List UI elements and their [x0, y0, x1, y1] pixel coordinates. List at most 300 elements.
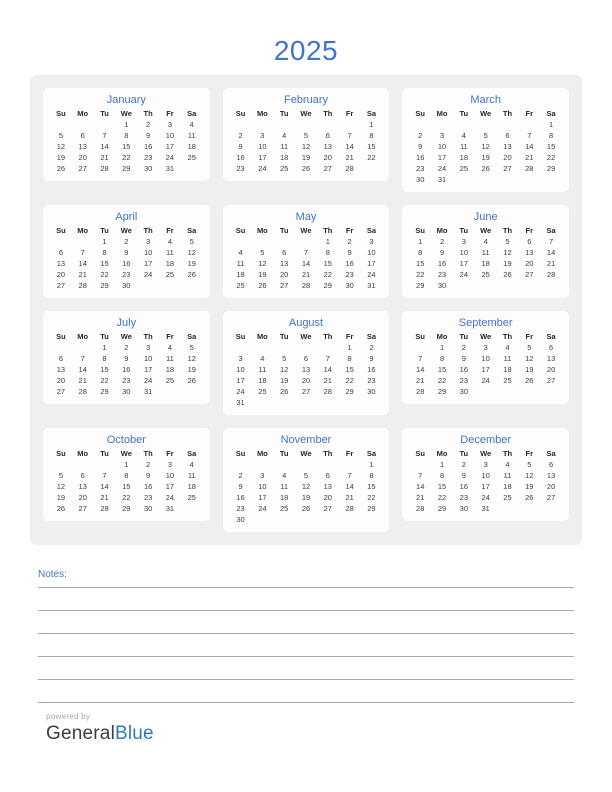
date-cell: 25 — [280, 504, 289, 513]
empty-date-cell — [540, 174, 562, 185]
date-cell: 3 — [260, 131, 265, 140]
date-cell: 16 — [367, 365, 376, 374]
date-cell: 7 — [80, 354, 85, 363]
month-day-grid — [50, 225, 203, 291]
month-name: July — [116, 317, 137, 329]
date-cell: 20 — [546, 482, 556, 491]
date-cell: 12 — [503, 248, 512, 257]
date-cell: 9 — [124, 248, 129, 257]
date-cell: 13 — [323, 142, 332, 151]
date-cell: 22 — [100, 270, 109, 279]
empty-date-cell — [518, 386, 540, 397]
date-cell: 15 — [367, 142, 376, 151]
empty-date-cell — [453, 280, 475, 291]
weekday-header: Su — [235, 226, 246, 235]
month-name: August — [288, 317, 324, 329]
date-cell: 17 — [258, 153, 267, 162]
date-cell: 2 — [439, 237, 445, 246]
date-cell: 2 — [238, 131, 243, 140]
date-cell: 20 — [546, 365, 556, 374]
notes-label: Notes: — [38, 569, 67, 580]
date-cell: 17 — [143, 365, 153, 374]
date-cell: 17 — [143, 259, 153, 268]
weekday-header: Mo — [436, 332, 448, 341]
date-cell: 30 — [367, 387, 376, 396]
date-cell: 2 — [124, 237, 129, 246]
date-cell: 11 — [187, 471, 196, 480]
date-cell: 20 — [525, 259, 534, 268]
date-cell: 3 — [439, 131, 445, 140]
date-cell: 1 — [369, 120, 374, 129]
date-cell: 21 — [100, 153, 109, 162]
date-cell: 16 — [236, 153, 245, 162]
weekday-header: Su — [56, 226, 66, 235]
date-cell: 19 — [187, 259, 196, 268]
month-name: February — [283, 94, 328, 106]
date-cell: 5 — [505, 237, 510, 246]
date-cell: 6 — [303, 354, 309, 363]
date-cell: 4 — [461, 131, 466, 140]
weekday-header: Tu — [279, 226, 289, 235]
month-day-grid — [230, 225, 383, 291]
date-cell: 18 — [459, 153, 469, 162]
date-cell: 16 — [437, 259, 447, 268]
weekday-header: Fr — [345, 449, 354, 458]
date-cell: 13 — [280, 259, 289, 268]
date-cell: 17 — [437, 153, 447, 162]
date-cell: 18 — [503, 365, 512, 374]
date-cell: 29 — [546, 164, 556, 173]
date-cell: 6 — [549, 460, 554, 469]
date-cell: 11 — [166, 248, 174, 257]
date-cell: 23 — [459, 493, 469, 502]
weekday-header: Sa — [187, 109, 197, 118]
empty-date-cell — [251, 459, 273, 470]
date-cell: 13 — [525, 248, 534, 257]
date-cell: 24 — [143, 376, 153, 385]
month-card-july — [43, 311, 210, 404]
date-cell: 10 — [437, 142, 447, 151]
date-cell: 29 — [122, 164, 131, 173]
date-cell: 12 — [187, 248, 196, 257]
weekday-header: Tu — [279, 449, 289, 458]
date-cell: 23 — [122, 270, 131, 279]
date-cell: 8 — [124, 131, 129, 140]
weekday-header: Tu — [459, 109, 469, 118]
weekday-header: Th — [502, 449, 513, 458]
empty-date-cell — [230, 119, 252, 130]
date-cell: 13 — [546, 471, 556, 480]
date-cell: 7 — [527, 131, 532, 140]
year-title: 2025 — [273, 35, 339, 66]
month-card-march — [402, 88, 569, 192]
empty-date-cell — [518, 280, 540, 291]
date-cell: 23 — [459, 376, 469, 385]
month-card-august — [223, 311, 390, 415]
empty-date-cell — [181, 503, 203, 514]
date-cell: 23 — [143, 153, 153, 162]
date-cell: 3 — [260, 471, 265, 480]
weekday-header: Tu — [100, 109, 109, 118]
date-cell: 8 — [325, 248, 330, 257]
weekday-header: Mo — [256, 332, 268, 341]
date-cell: 28 — [345, 164, 354, 173]
empty-date-cell — [72, 119, 94, 130]
date-cell: 24 — [236, 387, 245, 396]
date-cell: 19 — [280, 376, 289, 385]
month-day-grid — [409, 331, 562, 397]
date-cell: 7 — [347, 131, 352, 140]
date-cell: 12 — [258, 259, 267, 268]
weekday-header: Su — [415, 109, 426, 118]
date-cell: 14 — [546, 248, 556, 257]
date-cell: 26 — [56, 164, 66, 173]
date-cell: 28 — [301, 281, 311, 290]
date-cell: 2 — [461, 460, 466, 469]
date-cell: 27 — [323, 504, 332, 513]
note-line — [38, 634, 574, 657]
date-cell: 28 — [78, 387, 87, 396]
date-cell: 18 — [503, 482, 512, 491]
date-cell: 15 — [437, 365, 447, 374]
empty-date-cell — [475, 280, 497, 291]
empty-date-cell — [94, 459, 116, 470]
date-cell: 9 — [439, 248, 445, 257]
weekday-header: Mo — [77, 226, 89, 235]
month-card-may — [223, 205, 390, 298]
date-cell: 31 — [165, 164, 175, 173]
date-cell: 2 — [124, 343, 129, 352]
date-cell: 10 — [481, 354, 490, 363]
date-cell: 21 — [78, 376, 87, 385]
date-cell: 15 — [323, 259, 332, 268]
date-cell: 8 — [549, 131, 554, 140]
date-cell: 14 — [416, 482, 425, 491]
date-cell: 12 — [56, 142, 66, 151]
date-cell: 19 — [503, 259, 512, 268]
date-cell: 12 — [56, 482, 66, 491]
date-cell: 6 — [80, 471, 85, 480]
weekday-header: Th — [323, 226, 333, 235]
empty-date-cell — [295, 397, 317, 408]
date-cell: 21 — [78, 270, 87, 279]
date-cell: 10 — [258, 482, 267, 491]
date-cell: 15 — [122, 482, 131, 491]
date-cell: 11 — [258, 365, 267, 374]
date-cell: 9 — [461, 354, 466, 363]
date-cell: 26 — [280, 387, 289, 396]
date-cell: 12 — [280, 365, 289, 374]
weekday-header: Su — [415, 449, 426, 458]
empty-date-cell — [518, 119, 540, 130]
date-cell: 25 — [165, 376, 175, 385]
weekday-header: Tu — [279, 332, 289, 341]
weekday-header: Fr — [525, 226, 534, 235]
empty-date-cell — [181, 386, 203, 397]
date-cell: 27 — [546, 493, 556, 502]
date-cell: 3 — [146, 237, 151, 246]
date-cell: 31 — [143, 387, 153, 396]
date-cell: 30 — [459, 387, 469, 396]
weekday-header: Sa — [366, 226, 377, 235]
weekday-header: Th — [502, 332, 513, 341]
date-cell: 4 — [282, 471, 287, 480]
month-day-grid — [409, 448, 562, 514]
empty-date-cell — [273, 236, 295, 247]
date-cell: 1 — [369, 460, 374, 469]
date-cell: 23 — [367, 376, 376, 385]
date-cell: 25 — [165, 270, 175, 279]
date-cell: 14 — [100, 482, 109, 491]
weekday-header: Su — [56, 332, 66, 341]
date-cell: 23 — [122, 376, 131, 385]
date-cell: 22 — [367, 493, 376, 502]
date-cell: 8 — [347, 354, 352, 363]
date-cell: 6 — [80, 131, 85, 140]
date-cell: 22 — [546, 153, 556, 162]
empty-date-cell — [409, 119, 431, 130]
date-cell: 8 — [102, 248, 107, 257]
weekday-header: Su — [415, 332, 426, 341]
date-cell: 20 — [280, 270, 289, 279]
empty-date-cell — [317, 342, 339, 353]
date-cell: 21 — [546, 259, 556, 268]
weekday-header: Mo — [77, 109, 89, 118]
weekday-header: We — [120, 449, 132, 458]
date-cell: 22 — [122, 493, 131, 502]
empty-date-cell — [251, 342, 273, 353]
weekday-header: Su — [56, 109, 66, 118]
empty-date-cell — [497, 280, 519, 291]
weekday-header: Su — [235, 332, 246, 341]
weekday-header: Fr — [166, 449, 174, 458]
date-cell: 9 — [238, 482, 243, 491]
date-cell: 23 — [437, 270, 447, 279]
date-cell: 18 — [481, 259, 490, 268]
date-cell: 23 — [236, 164, 245, 173]
weekday-header: Fr — [345, 109, 354, 118]
date-cell: 10 — [165, 131, 175, 140]
empty-date-cell — [273, 397, 295, 408]
date-cell: 31 — [165, 504, 175, 513]
month-card-september — [402, 311, 569, 404]
weekday-header: Sa — [366, 109, 377, 118]
date-cell: 29 — [345, 387, 354, 396]
date-cell: 29 — [323, 281, 332, 290]
weekday-header: Sa — [366, 332, 377, 341]
date-cell: 15 — [416, 259, 425, 268]
date-cell: 13 — [78, 482, 87, 491]
date-cell: 19 — [56, 493, 66, 502]
empty-date-cell — [251, 397, 273, 408]
date-cell: 5 — [189, 237, 194, 246]
date-cell: 12 — [187, 354, 196, 363]
date-cell: 20 — [56, 270, 66, 279]
date-cell: 19 — [301, 493, 311, 502]
date-cell: 18 — [280, 493, 289, 502]
date-cell: 17 — [367, 259, 376, 268]
weekday-header: Tu — [459, 449, 469, 458]
date-cell: 7 — [102, 131, 107, 140]
date-cell: 30 — [416, 175, 425, 184]
date-cell: 18 — [165, 365, 175, 374]
empty-date-cell — [317, 459, 339, 470]
date-cell: 16 — [143, 482, 153, 491]
empty-date-cell — [72, 459, 94, 470]
date-cell: 26 — [481, 164, 490, 173]
date-cell: 8 — [439, 354, 445, 363]
date-cell: 30 — [143, 164, 153, 173]
date-cell: 17 — [481, 365, 490, 374]
month-card-october — [43, 428, 210, 521]
date-cell: 19 — [481, 153, 490, 162]
date-cell: 22 — [367, 153, 376, 162]
date-cell: 14 — [323, 365, 332, 374]
note-line — [38, 588, 574, 611]
date-cell: 29 — [100, 387, 109, 396]
weekday-header: We — [300, 226, 312, 235]
weekday-header: Th — [502, 109, 513, 118]
date-cell: 27 — [503, 164, 512, 173]
date-cell: 9 — [461, 471, 466, 480]
date-cell: 15 — [367, 482, 376, 491]
date-cell: 1 — [418, 237, 423, 246]
empty-date-cell — [230, 342, 252, 353]
empty-date-cell — [317, 514, 339, 525]
date-cell: 25 — [481, 270, 490, 279]
date-cell: 31 — [437, 175, 447, 184]
empty-date-cell — [540, 503, 562, 514]
date-cell: 20 — [323, 153, 332, 162]
date-cell: 21 — [100, 493, 109, 502]
date-cell: 20 — [78, 493, 87, 502]
date-cell: 4 — [505, 460, 510, 469]
date-cell: 21 — [525, 153, 534, 162]
date-cell: 7 — [347, 471, 352, 480]
date-cell: 10 — [236, 365, 245, 374]
date-cell: 21 — [416, 493, 425, 502]
date-cell: 6 — [58, 354, 63, 363]
date-cell: 26 — [525, 376, 534, 385]
date-cell: 10 — [459, 248, 469, 257]
date-cell: 7 — [418, 354, 423, 363]
notes-section — [38, 569, 574, 703]
date-cell: 28 — [345, 504, 354, 513]
brand-general-text: General — [46, 723, 115, 744]
month-name: March — [470, 94, 501, 106]
date-cell: 25 — [503, 493, 512, 502]
date-cell: 28 — [78, 281, 87, 290]
empty-date-cell — [181, 163, 203, 174]
date-cell: 21 — [323, 376, 332, 385]
empty-date-cell — [409, 459, 431, 470]
empty-date-cell — [273, 514, 295, 525]
date-cell: 27 — [78, 504, 87, 513]
empty-date-cell — [295, 236, 317, 247]
empty-date-cell — [72, 236, 94, 247]
date-cell: 25 — [187, 493, 196, 502]
date-cell: 5 — [303, 471, 309, 480]
date-cell: 14 — [345, 142, 354, 151]
date-cell: 28 — [100, 164, 109, 173]
date-cell: 27 — [546, 376, 556, 385]
weekday-header: Sa — [546, 109, 556, 118]
weekday-header: Sa — [187, 226, 197, 235]
month-day-grid — [230, 331, 383, 408]
weekday-header: Sa — [546, 449, 556, 458]
date-cell: 24 — [481, 376, 490, 385]
month-day-grid — [50, 331, 203, 397]
date-cell: 1 — [549, 120, 554, 129]
empty-date-cell — [230, 459, 252, 470]
date-cell: 9 — [369, 354, 374, 363]
date-cell: 6 — [549, 343, 554, 352]
empty-date-cell — [159, 386, 181, 397]
month-day-grid — [50, 108, 203, 174]
brand-blue-text: Blue — [115, 723, 154, 744]
date-cell: 10 — [143, 354, 153, 363]
date-cell: 14 — [100, 142, 109, 151]
date-cell: 3 — [238, 354, 243, 363]
date-cell: 7 — [303, 248, 309, 257]
empty-date-cell — [273, 342, 295, 353]
date-cell: 12 — [301, 482, 311, 491]
date-cell: 2 — [146, 120, 151, 129]
date-cell: 13 — [56, 259, 66, 268]
date-cell: 13 — [78, 142, 87, 151]
footer-logo — [46, 712, 154, 745]
weekday-header: Fr — [166, 226, 174, 235]
date-cell: 2 — [347, 237, 352, 246]
date-cell: 22 — [323, 270, 332, 279]
note-line — [38, 611, 574, 634]
date-cell: 24 — [165, 153, 175, 162]
date-cell: 30 — [437, 281, 447, 290]
empty-date-cell — [497, 386, 519, 397]
weekday-header: We — [480, 449, 492, 458]
date-cell: 1 — [439, 343, 445, 352]
date-cell: 3 — [369, 237, 374, 246]
date-cell: 21 — [416, 376, 425, 385]
date-cell: 14 — [416, 365, 425, 374]
date-cell: 3 — [461, 237, 466, 246]
date-cell: 23 — [416, 164, 425, 173]
date-cell: 5 — [527, 343, 532, 352]
empty-date-cell — [317, 397, 339, 408]
date-cell: 25 — [258, 387, 267, 396]
date-cell: 19 — [187, 365, 196, 374]
weekday-header: We — [480, 109, 492, 118]
weekday-header: We — [480, 226, 492, 235]
date-cell: 25 — [280, 164, 289, 173]
month-name: November — [280, 434, 332, 446]
date-cell: 18 — [187, 142, 196, 151]
date-cell: 26 — [525, 493, 534, 502]
date-cell: 19 — [301, 153, 311, 162]
date-cell: 14 — [78, 259, 87, 268]
empty-date-cell — [317, 119, 339, 130]
date-cell: 15 — [100, 365, 109, 374]
month-card-january — [43, 88, 210, 181]
weekday-header: Th — [143, 449, 153, 458]
month-day-grid — [50, 448, 203, 514]
month-day-grid — [230, 108, 383, 174]
date-cell: 8 — [369, 471, 374, 480]
date-cell: 22 — [437, 493, 447, 502]
date-cell: 4 — [483, 237, 488, 246]
date-cell: 1 — [325, 237, 330, 246]
empty-date-cell — [273, 119, 295, 130]
